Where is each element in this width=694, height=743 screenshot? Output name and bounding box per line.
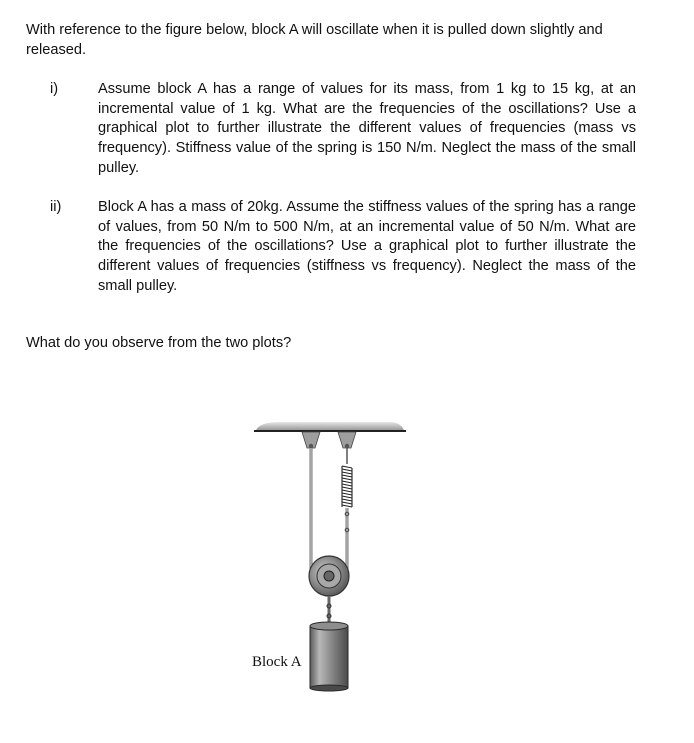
ceiling-support [254, 422, 406, 431]
block-a-label: Block A [252, 654, 302, 670]
pulley [309, 556, 349, 596]
item-number-2: ii) [50, 199, 62, 215]
pulley-spring-figure [240, 410, 420, 700]
item-text-1: Assume block A has a range of values for its mass, from 1 kg to 15 kg, at an incremental value of 1 kg. What are the frequencies of the oscillations? Use a graphical plot to further illustrate the different values of frequencies (mass vs frequency). Stiffness value of the spring is 150 N/m. Neglect the mass of the small pulley. [98, 81, 636, 176]
intro-paragraph: With reference to the figure below, block A will oscillate when it is pulled down slightly and released. [26, 22, 603, 58]
block-a [310, 622, 348, 691]
pulley-hanger [327, 596, 331, 622]
item-number-1: i) [50, 81, 59, 97]
left-bracket [302, 432, 320, 448]
item-text-2: Block A has a mass of 20kg. Assume the stiffness values of the spring has a range of values, from 50 N/m to 500 N/m, at an incremental value of 50 N/m. What are the frequencies of the oscillations? Use a graphical plot to further illustrate the different values of frequencies (stiffness vs frequency). Neglect the mass of the small pulley. [98, 199, 636, 294]
right-bracket [338, 432, 356, 448]
spring [342, 466, 352, 507]
question-item-2 [26, 198, 636, 297]
observation-question: What do you observe from the two plots? [26, 335, 292, 351]
question-item-1 [26, 80, 636, 179]
